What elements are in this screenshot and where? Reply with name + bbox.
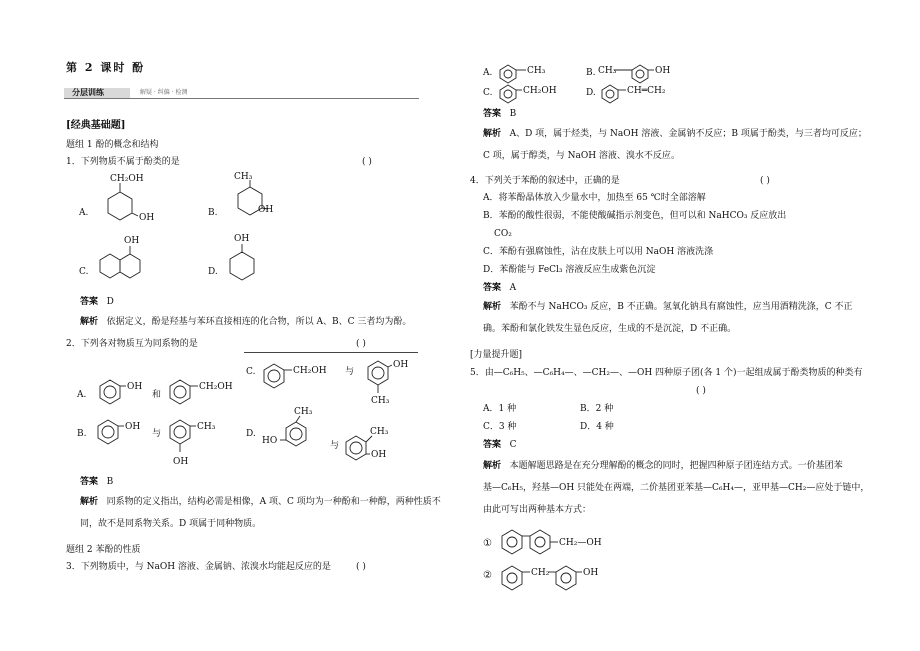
q5-option-b: B．2 种: [580, 404, 614, 414]
q2-d-cresol-b: [342, 420, 412, 470]
q4-option-b-line1: B．苯酚的酸性很弱，不能使酸碱指示剂变色，但可以和 NaHCO₃ 反应放出: [483, 211, 787, 221]
q1-stem: 1．下列物质不属于酚类的是: [66, 157, 180, 167]
q1-label-b: B.: [208, 208, 218, 218]
q2-a-oh: OH: [127, 382, 143, 392]
q5-mode-1-group: CH₂—OH: [559, 538, 602, 548]
q2-b-phenol: [90, 414, 150, 454]
q3-b-oh: OH: [655, 66, 671, 76]
q2-c-dimethylphenol: [360, 355, 420, 415]
q2-d-ho: HO: [262, 436, 278, 446]
page-title: 第 2 课时 酚: [66, 61, 146, 74]
q2-d-oh-b: OH: [371, 450, 387, 460]
q1-label-c: C.: [79, 267, 89, 277]
q3-label-a: A.: [483, 68, 493, 78]
q2-c-with: 与: [345, 367, 355, 377]
q2-b-cresol: [162, 414, 232, 474]
q1-d-cyclohexanol: [220, 232, 280, 292]
q2-a-phenol: [92, 374, 152, 414]
q3-stem: 3．下列物质中，与 NaOH 溶液、金属钠、浓溴水均能起反应的是: [66, 562, 331, 572]
q2-d-ch3-b: CH₃: [370, 427, 389, 437]
q3-c-ch2oh: CH₂OH: [523, 86, 557, 96]
q1-b-oh: OH: [258, 205, 274, 215]
q1-c-naphthol: [92, 232, 162, 292]
q5-answer: 答案 C: [483, 440, 517, 450]
q3-b-ch3: CH₃: [598, 66, 617, 76]
q5-paren: ( ): [696, 386, 706, 396]
q3-analysis-line2: C 项，属于醇类，与 NaOH 溶液、溴水不反应。: [483, 151, 680, 161]
q1-analysis: 解析 依据定义，酚是羟基与苯环直接相连的化合物，所以 A、B、C 三者均为酚。: [80, 317, 412, 327]
q2-d-ch3-a: CH₃: [294, 407, 313, 417]
q4-option-a: A．将苯酚晶体放入少量水中，加热至 65 ℃时全部溶解: [483, 193, 706, 203]
q5-analysis-line3: 由此可写出两种基本方式：: [483, 505, 592, 515]
q2-label-b: B.: [77, 429, 87, 439]
section-classic: [经典基础题]: [66, 120, 126, 131]
q2-b-oh2: OH: [173, 457, 189, 467]
banner-label: 分层训练: [64, 88, 130, 98]
q5-mode-2-oh: OH: [583, 568, 599, 578]
q1-a-oh: OH: [139, 213, 155, 223]
q4-answer: 答案 A: [483, 283, 517, 293]
q1-d-oh: OH: [234, 234, 250, 244]
q3-d-styrene: [598, 80, 688, 106]
q2-d-with: 与: [330, 441, 340, 451]
q5-mode-2-structure: [498, 560, 638, 594]
q5-option-d: D．4 种: [580, 422, 614, 432]
q4-option-d: D．苯酚能与 FeCl₃ 溶液反应生成紫色沉淀: [483, 265, 656, 275]
q5-mode-1-structure: [498, 526, 638, 560]
q4-paren: ( ): [760, 176, 770, 186]
q2-stem: 2．下列各对物质互为同系物的是: [66, 339, 198, 349]
q2-c-oh: OH: [393, 360, 409, 370]
q4-option-c: C．苯酚有强腐蚀性，沾在皮肤上可以用 NaOH 溶液洗涤: [483, 247, 714, 257]
q2-b-oh: OH: [125, 422, 141, 432]
q1-label-d: D.: [208, 267, 218, 277]
q3-a-ch3: CH₃: [527, 66, 546, 76]
q5-option-c: C．3 种: [483, 422, 517, 432]
q2-a-and: 和: [152, 390, 162, 400]
q4-analysis-line2: 确。苯酚和氯化铁发生显色反应，生成的不是沉淀，D 不正确。: [483, 324, 737, 334]
q2-label-c: C.: [246, 367, 256, 377]
q2-analysis-line2: 同，故不是同系物关系。D 项属于同种物质。: [80, 519, 262, 529]
q5-mode-1-marker: ①: [483, 538, 492, 549]
topic-1: 题组 1 酚的概念和结构: [66, 140, 159, 150]
q2-label-d: D.: [246, 429, 256, 439]
q1-a-benzyl-alcohol-phenol: [92, 172, 162, 232]
q2-c-ch2oh: CH₂OH: [293, 366, 327, 376]
q5-mode-2-ch2: CH₂: [531, 568, 550, 578]
banner-rule: [64, 98, 419, 99]
q2-a-ch2oh: CH₂OH: [199, 382, 233, 392]
q2-analysis-line1: 解析 同系物的定义指出，结构必需是相像，A 项、C 项均为一种酚和一种醇，两种性质不: [80, 497, 441, 507]
q2-b-with: 与: [152, 429, 162, 439]
q1-answer: 答案 D: [80, 297, 114, 307]
q3-label-d: D.: [586, 88, 596, 98]
section-banner: [64, 88, 419, 100]
q4-analysis-line1: 解析 苯酚不与 NaHCO₃ 反应，B 不正确。氢氧化钠具有腐蚀性，应当用酒精洗涤，C 不正: [483, 302, 853, 312]
q3-d-vinyl: CH═CH₂: [627, 86, 666, 96]
q3-c-benzyl-alcohol: [496, 80, 586, 106]
q5-stem: 5．由—C₆H₅、—C₆H₄—、—CH₂—、—OH 四种原子团(各 1 个)一起组成属于酚类物质的种类有: [470, 368, 863, 378]
q3-label-b: B.: [586, 68, 596, 78]
q4-stem: 4．下列关于苯酚的叙述中，正确的是: [470, 176, 620, 186]
q3-analysis-line1: 解析 A、D 项，属于烃类，与 NaOH 溶液、金属钠不反应；B 项属于酚类，与三者均可反应；: [483, 129, 867, 139]
q2-label-a: A.: [77, 390, 87, 400]
q5-analysis-line2: 基—C₆H₅，羟基—OH 只能处在两端，二价基团亚苯基—C₆H₄—，亚甲基—CH₂—应处于链中，: [483, 483, 870, 493]
q2-paren: ( ): [356, 339, 366, 349]
q2-b-ch3: CH₃: [197, 422, 216, 432]
section-advanced: [力量提升题]: [470, 350, 523, 360]
banner-sub: 解疑 · 纠偏 · 检测: [140, 89, 188, 96]
q1-b-ch3: CH₃: [234, 172, 253, 182]
q3-answer: 答案 B: [483, 109, 517, 119]
q5-analysis-line1: 解析 本题解题思路是在充分理解酚的概念的同时，把握四种原子团连结方式。一价基团苯: [483, 461, 843, 471]
q1-label-a: A.: [79, 208, 89, 218]
q5-mode-2-marker: ②: [483, 570, 492, 581]
q2-answer: 答案 B: [80, 477, 114, 487]
q2-a-benzyl-alcohol: [162, 374, 242, 414]
q3-label-c: C.: [483, 88, 493, 98]
topic-2: 题组 2 苯酚的性质: [66, 545, 141, 555]
q2-d-cresol-a: [262, 408, 332, 468]
q1-a-ch2oh: CH₂OH: [110, 174, 144, 184]
q1-paren: ( ): [362, 157, 372, 167]
q2-divider: [244, 352, 418, 353]
q4-option-b-line2: CO₂: [494, 229, 512, 239]
q3-paren: ( ): [356, 562, 366, 572]
q2-c-ch3: CH₃: [371, 396, 390, 406]
q5-option-a: A．1 种: [483, 404, 517, 414]
q2-c-benzyl-alcohol: [256, 358, 336, 398]
q1-b-cresol: [220, 172, 290, 232]
q1-c-oh: OH: [124, 236, 140, 246]
